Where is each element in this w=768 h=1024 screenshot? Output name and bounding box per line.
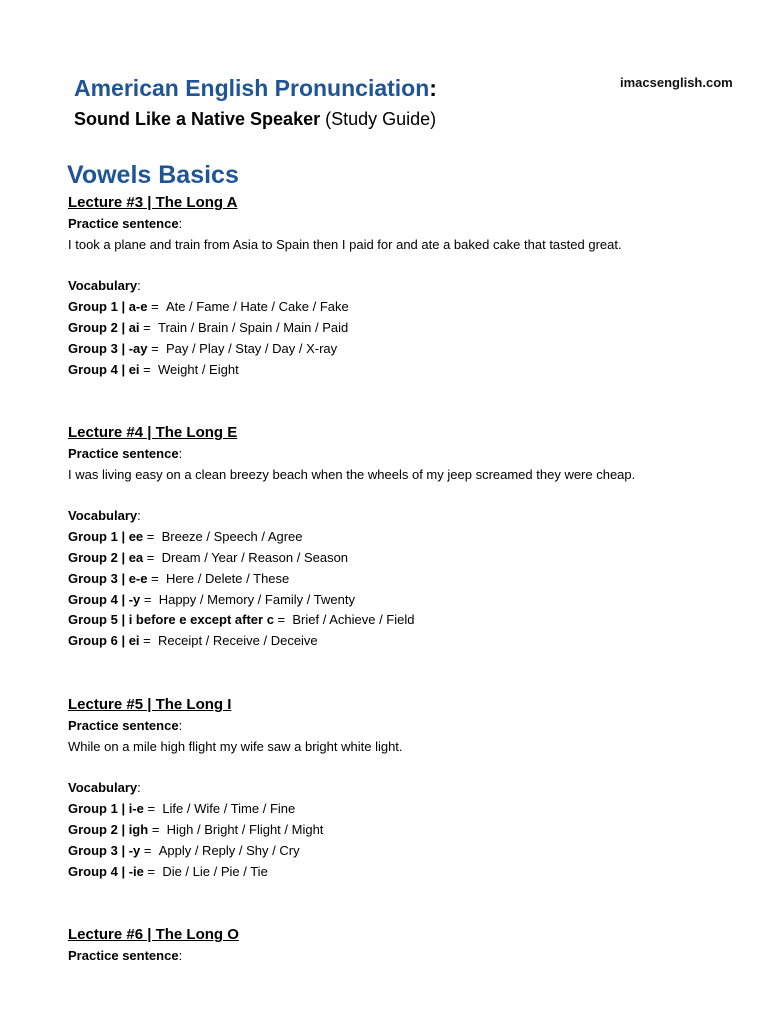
lecture-long-i [68,694,403,882]
group-words: Die / Lie / Pie / Tie [162,863,268,879]
practice-sentence: I took a plane and train from Asia to Spain then I paid for and ate a baked cake that tasted great. [68,236,622,252]
section-heading: Vowels Basics [67,161,239,189]
vocab-group: Group 4 | ei = Weight / Eight [68,361,239,377]
lecture-long-e [68,422,635,652]
group-words: High / Bright / Flight / Might [166,821,324,837]
title-text: American English Pronunciation [74,75,430,101]
vocab-group: Group 1 | ee = Breeze / Speech / Agree [68,529,303,545]
practice-label: Practice sentence [68,446,179,461]
group-label: Group 6 | ei [68,633,140,649]
vocab-group: Group 6 | ei = Receipt / Receive / Deceive [68,633,318,649]
vocabulary-label-row: Vocabulary: [68,508,141,524]
lecture-title: Lecture #4 | The Long E [68,424,238,441]
practice-label: Practice sentence [68,718,179,733]
lecture-long-o [68,924,239,967]
vocab-group: Group 3 | e-e = Here / Delete / These [68,570,290,586]
vocabulary-label: Vocabulary [68,508,138,524]
lecture-long-a [68,192,622,380]
group-label: Group 5 | i before e except after c [68,612,274,628]
practice-label: Practice sentence [68,948,179,963]
group-label: Group 4 | -y [68,591,141,607]
group-words: Apply / Reply / Shy / Cry [158,842,300,858]
group-words: Brief / Achieve / Field [292,612,415,628]
group-label: Group 2 | ai [68,319,140,335]
group-label: Group 1 | ee [68,529,144,545]
group-label: Group 2 | igh [68,821,149,837]
practice-sentence: While on a mile high flight my wife saw a bright white light. [68,738,403,754]
practice-label: Practice sentence [68,216,179,231]
practice-label-row: Practice sentence: [68,216,183,231]
practice-label-row: Practice sentence: [68,446,183,461]
group-label: Group 4 | -ie [68,863,144,879]
vocabulary-label-row: Vocabulary: [68,278,141,294]
lecture-title: Lecture #6 | The Long O [68,926,239,943]
group-words: Train / Brain / Spain / Main / Paid [157,319,349,335]
vocab-group: Group 2 | igh = High / Bright / Flight / Might [68,821,324,837]
lecture-title: Lecture #3 | The Long A [68,194,238,211]
practice-sentence: I was living easy on a clean breezy beach when the wheels of my jeep screamed they were cheap. [68,466,636,482]
group-words: Dream / Year / Reason / Season [161,549,349,565]
practice-label-row: Practice sentence: [68,948,183,963]
subtitle-rest: (Study Guide) [320,109,437,129]
group-words: Life / Wife / Time / Fine [162,801,296,817]
group-words: Receipt / Receive / Deceive [157,633,318,649]
site-url: imacsenglish.com [620,75,733,90]
document-subtitle [74,109,436,130]
vocab-group: Group 5 | i before e except after c = Brief / Achieve / Field [68,612,415,628]
group-label: Group 3 | e-e [68,570,148,586]
practice-label-row: Practice sentence: [68,718,183,733]
group-label: Group 2 | ea [68,549,144,565]
document-title [74,75,437,102]
group-words: Weight / Eight [157,361,239,377]
group-label: Group 1 | i-e [68,801,144,817]
vocab-group: Group 3 | -y = Apply / Reply / Shy / Cry [68,842,300,858]
group-label: Group 3 | -ay [68,340,148,356]
group-label: Group 3 | -y [68,842,141,858]
group-label: Group 4 | ei [68,361,140,377]
group-words: Happy / Memory / Family / Twenty [158,591,355,607]
group-words: Here / Delete / These [165,570,290,586]
group-label: Group 1 | a-e [68,299,148,315]
vocabulary-label-row: Vocabulary: [68,780,141,796]
vocab-group: Group 4 | -ie = Die / Lie / Pie / Tie [68,863,268,879]
vocab-group: Group 1 | i-e = Life / Wife / Time / Fine [68,801,296,817]
vocab-group: Group 2 | ea = Dream / Year / Reason / Season [68,549,349,565]
vocab-group: Group 3 | -ay = Pay / Play / Stay / Day / X-ray [68,340,338,356]
vocab-group: Group 4 | -y = Happy / Memory / Family / Twenty [68,591,355,607]
vocab-group: Group 1 | a-e = Ate / Fame / Hate / Cake / Fake [68,299,349,315]
title-colon: : [429,75,437,101]
group-words: Pay / Play / Stay / Day / X-ray [165,340,338,356]
subtitle-bold: Sound Like a Native Speaker [74,109,321,129]
vocabulary-label: Vocabulary [68,278,138,294]
lecture-title: Lecture #5 | The Long I [68,696,232,713]
group-words: Ate / Fame / Hate / Cake / Fake [165,299,349,315]
vocabulary-label: Vocabulary [68,780,138,796]
vocab-group: Group 2 | ai = Train / Brain / Spain / Main / Paid [68,319,349,335]
group-words: Breeze / Speech / Agree [161,529,303,545]
